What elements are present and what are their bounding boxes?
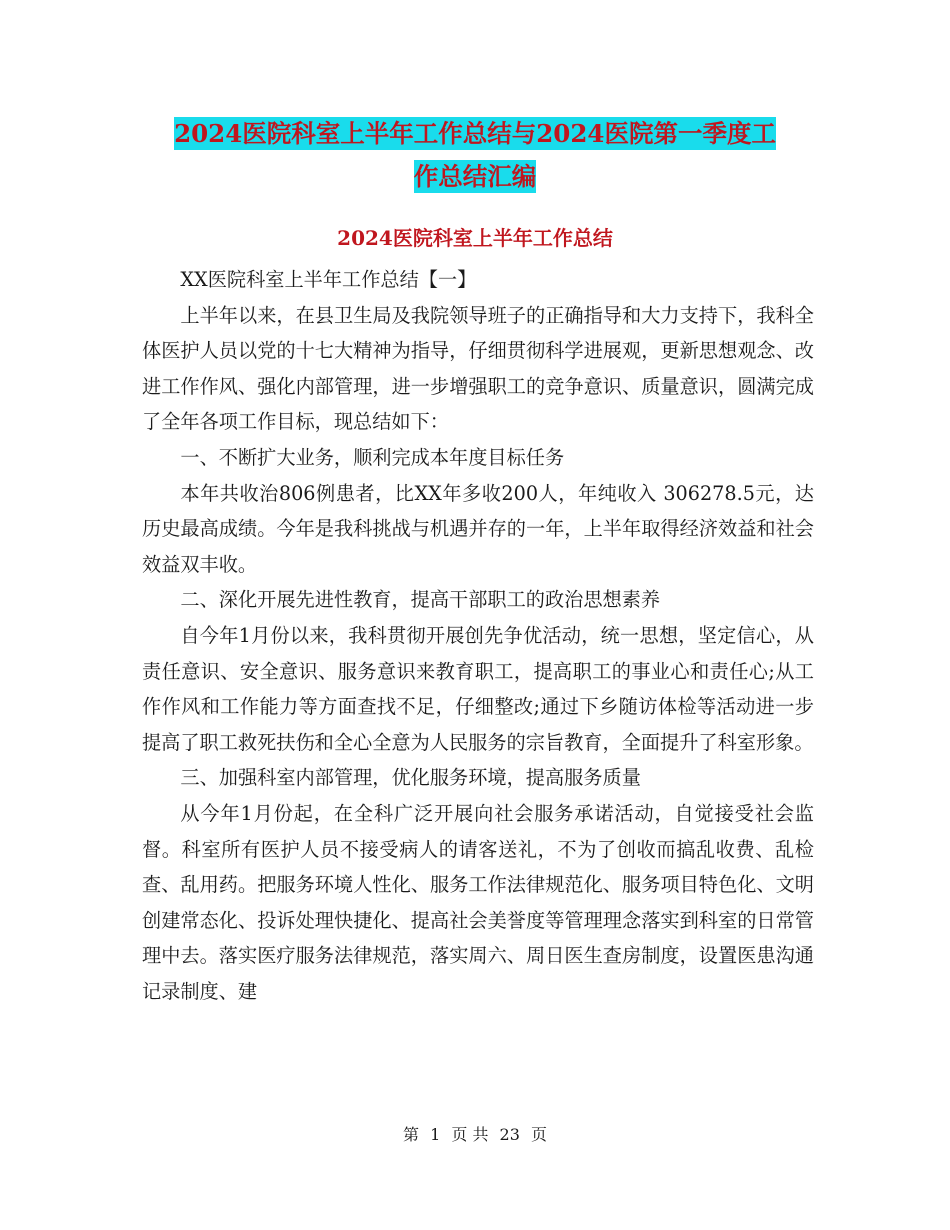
paragraph-heading: 二、深化开展先进性教育，提高干部职工的政治思想素养 [180, 588, 661, 612]
page-footer [0, 1122, 950, 1145]
body-text [142, 262, 814, 1009]
paragraph-heading: 三、加强科室内部管理，优化服务环境，提高服务质量 [180, 766, 641, 790]
document-title-line-1 [140, 112, 810, 156]
paragraph-heading: 一、不断扩大业务，顺利完成本年度目标任务 [180, 445, 565, 469]
paragraph: 上半年以来，在县卫生局及我院领导班子的正确指导和大力支持下，我科全体医护人员以党的十七大精神为指导，仔细贯彻科学进展观，更新思想观念、改进工作作风、强化内部管理，进一步增强职工的竞争意识、质量意识，圆满完成了全年各项工作目标，现总结如下： [142, 303, 814, 434]
total-page-count: 23 [499, 1125, 520, 1144]
section-heading: 2024医院科室上半年工作总结 [337, 226, 613, 250]
current-page-number: 1 [430, 1125, 441, 1144]
paragraph: 自今年1月份以来，我科贯彻开展创先争优活动，统一思想，坚定信心，从责任意识、安全意识、服务意识来教育职工，提高职工的事业心和责任心;从工作作风和工作能力等方面查找不足，仔细整改;通过下乡随访体检等活动进一步提高了职工救死扶伤和全心全意为人民服务的宗旨教育，全面提升了科室形象。 [142, 623, 814, 754]
paragraph: XX医院科室上半年工作总结【一】 [180, 268, 477, 291]
footer-prefix: 第 [402, 1125, 419, 1144]
paragraph: 从今年1月份起，在全科广泛开展向社会服务承诺活动，自觉接受社会监督。科室所有医护人员不接受病人的请客送礼，不为了创收而搞乱收费、乱检查、乱用药。把服务环境人性化、服务工作法律规范化、服务项目特色化、文明创建常态化、投诉处理快捷化、提高社会美誉度等管理理念落实到科室的日常管理中去。落实医疗服务法律规范，落实周六、周日医生查房制度，设置医患沟通记录制度、建 [142, 801, 814, 1003]
footer-mid: 页 共 [451, 1125, 489, 1144]
footer-suffix: 页 [531, 1125, 548, 1144]
document-title-line-2 [140, 155, 810, 199]
title-highlight: 作总结汇编 [413, 162, 537, 191]
title-highlight: 2024医院科室上半年工作总结与2024医院第一季度工 [174, 119, 776, 148]
paragraph: 本年共收治806例患者，比XX年多收200人，年纯收入 306278.5元，达历史最高成绩。今年是我科挑战与机遇并存的一年，上半年取得经济效益和社会效益双丰收。 [142, 481, 814, 576]
